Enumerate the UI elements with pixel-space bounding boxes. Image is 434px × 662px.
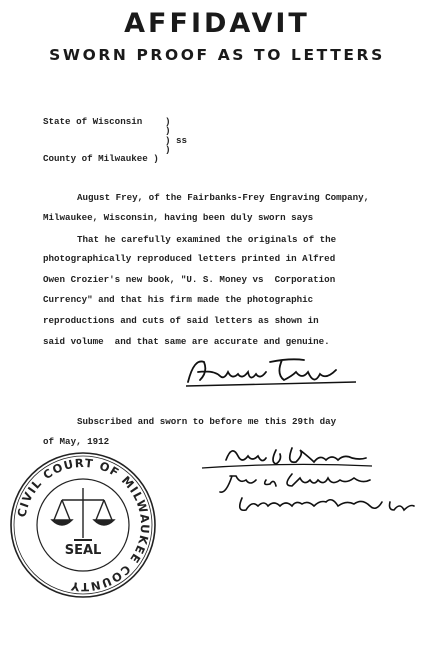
venue-brace: ) (165, 144, 171, 155)
body-line: That he carefully examined the originals of the (77, 234, 337, 245)
judge-signature (196, 440, 426, 530)
svg-text:August Frey: August Frey (270, 386, 275, 387)
body-line: Currency" and that his firm made the photographic (43, 294, 314, 305)
venue-state: State of Wisconsin (43, 116, 143, 127)
court-seal (8, 450, 158, 600)
body-line: said volume and that same are accurate and genuine. (43, 336, 330, 347)
jurat-line: of May, 1912 (43, 436, 110, 447)
seal-center-text: SEAL (64, 543, 102, 558)
venue-brace: ) (165, 125, 171, 136)
seal-ring-text: CIVIL COURT OF MILWAUKEE COUNTY (14, 455, 153, 595)
body-line: photographically reproduced letters printed in Alfred (43, 253, 336, 264)
affiant-signature (180, 350, 360, 390)
document-title: AFFIDAVIT (124, 8, 310, 39)
venue-brace: ) (165, 116, 171, 127)
venue-ss: ) ss (165, 135, 188, 146)
document-subtitle: SWORN PROOF AS TO LETTERS (49, 46, 385, 64)
venue-county: County of Milwaukee ) (43, 153, 159, 164)
body-line: Milwaukee, Wisconsin, having been duly sworn says (43, 212, 314, 223)
jurat-line: Subscribed and sworn to before me this 29th day (77, 416, 337, 427)
body-line: August Frey, of the Fairbanks-Frey Engraving Company, (77, 192, 370, 203)
body-line: reproductions and cuts of said letters as shown in (43, 315, 319, 326)
body-line: Owen Crozier's new book, "U. S. Money vs Corporation (43, 274, 336, 285)
scales-of-justice-icon (52, 488, 114, 540)
